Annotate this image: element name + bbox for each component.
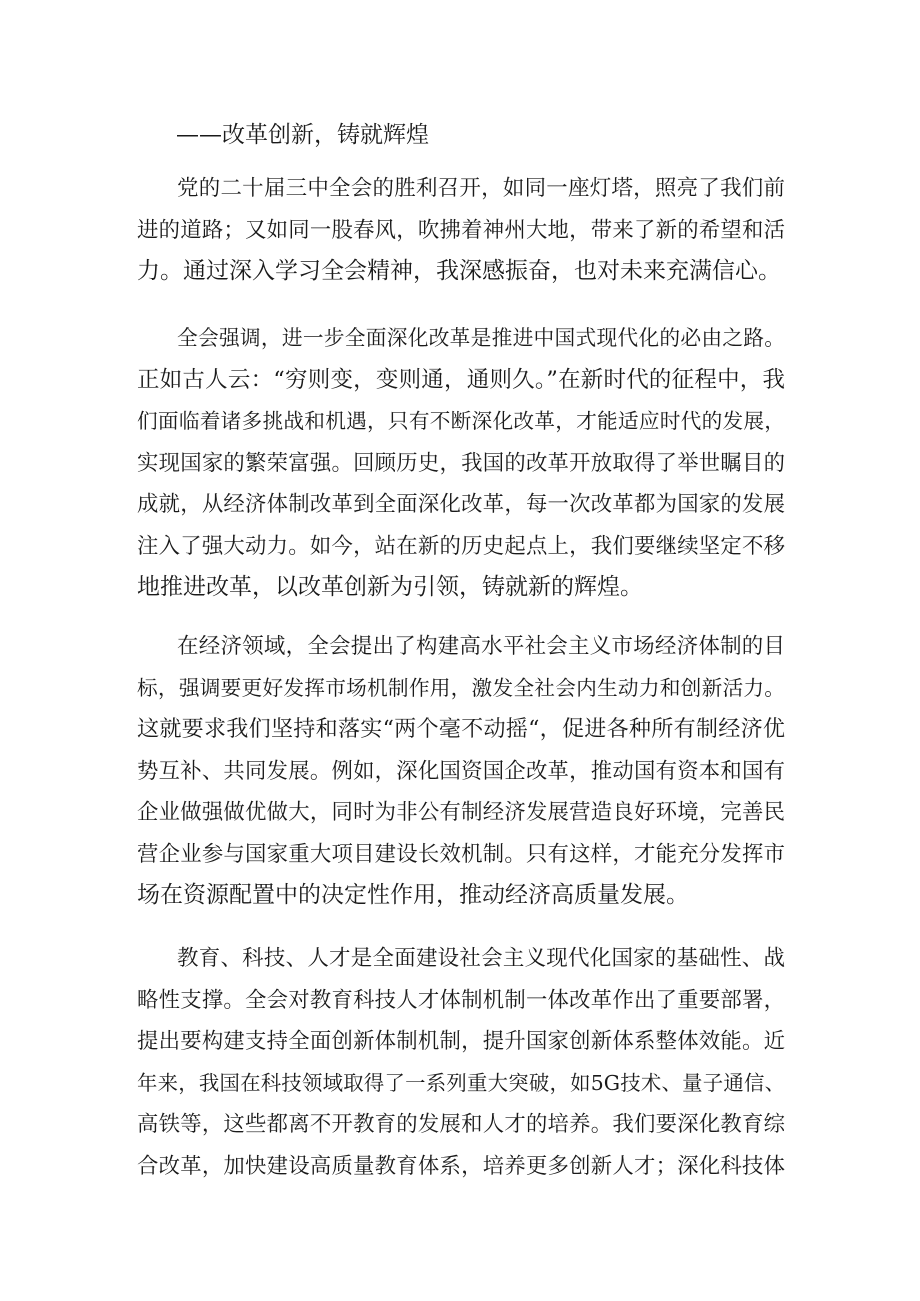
paragraph-line: 成就，从经济体制改革到全面深化改革，每一次改革都为国家的发展 <box>137 492 785 517</box>
paragraph-line: 力。通过深入学习全会精神，我深感振奋，也对未来充满信心。 <box>137 258 781 284</box>
paragraph-line: 教育、科技、人才是全面建设社会主义现代化国家的基础性、战 <box>177 946 785 971</box>
paragraph-line: 进的道路；又如同一股春风，吹拂着神州大地，带来了新的希望和活 <box>137 217 785 243</box>
paragraph-line: 正如古人云：“穷则变，变则通，通则久。”在新时代的征程中，我 <box>137 366 785 393</box>
paragraph-3 <box>137 626 785 917</box>
paragraph-line: 全会强调，进一步全面深化改革是推进中国式现代化的必由之路。 <box>177 326 785 350</box>
paragraph-line: 年来，我国在科技领域取得了一系列重大突破，如5G技术、量子通信、 <box>137 1070 785 1095</box>
paragraph-line: 企业做强做优做大，同时为非公有制经济发展营造良好环境，完善民 <box>137 800 785 825</box>
paragraph-line: 们面临着诸多挑战和机遇，只有不断深化改革，才能适应时代的发展， <box>137 409 785 433</box>
paragraph-2 <box>137 318 785 609</box>
paragraph-line: 提出要构建支持全面创新体制机制，提升国家创新体系整体效能。近 <box>137 1029 785 1054</box>
paragraph-line: 合改革，加快建设高质量教育体系，培养更多创新人才；深化科技体 <box>137 1153 785 1179</box>
paragraph-line: 这就要求我们坚持和落实“两个毫不动摇“，促进各种所有制经济优 <box>137 716 785 742</box>
paragraph-line: 场在资源配置中的决定性作用，推动经济高质量发展。 <box>137 882 689 908</box>
paragraph-4 <box>137 938 785 1187</box>
paragraph-line: 注入了强大动力。如今，站在新的历史起点上，我们要继续坚定不移 <box>137 533 785 559</box>
paragraph-line: 势互补、共同发展。例如，深化国资国企改革，推动国有资本和国有 <box>137 758 785 784</box>
paragraph-line: 在经济领域，全会提出了构建高水平社会主义市场经济体制的目 <box>177 634 785 659</box>
paragraph-line: 实现国家的繁荣富强。回顾历史，我国的改革开放取得了举世瞩目的 <box>137 450 785 476</box>
paragraph-line: 营企业参与国家重大项目建设长效机制。只有这样，才能充分发挥市 <box>137 841 785 867</box>
document-subtitle: ——改革创新，铸就辉煌 <box>176 122 429 148</box>
paragraph-line: 略性支撑。全会对教育科技人才体制机制一体改革作出了重要部署， <box>137 987 785 1013</box>
paragraph-line: 地推进改革，以改革创新为引领，铸就新的辉煌。 <box>137 574 643 600</box>
paragraph-line: 党的二十届三中全会的胜利召开，如同一座灯塔，照亮了我们前 <box>177 176 785 201</box>
paragraph-line: 标，强调要更好发挥市场机制作用，激发全社会内生动力和创新活力。 <box>137 675 785 700</box>
paragraph-line: 高铁等，这些都离不开教育的发展和人才的培养。我们要深化教育综 <box>137 1112 785 1137</box>
paragraph-1 <box>137 168 785 293</box>
